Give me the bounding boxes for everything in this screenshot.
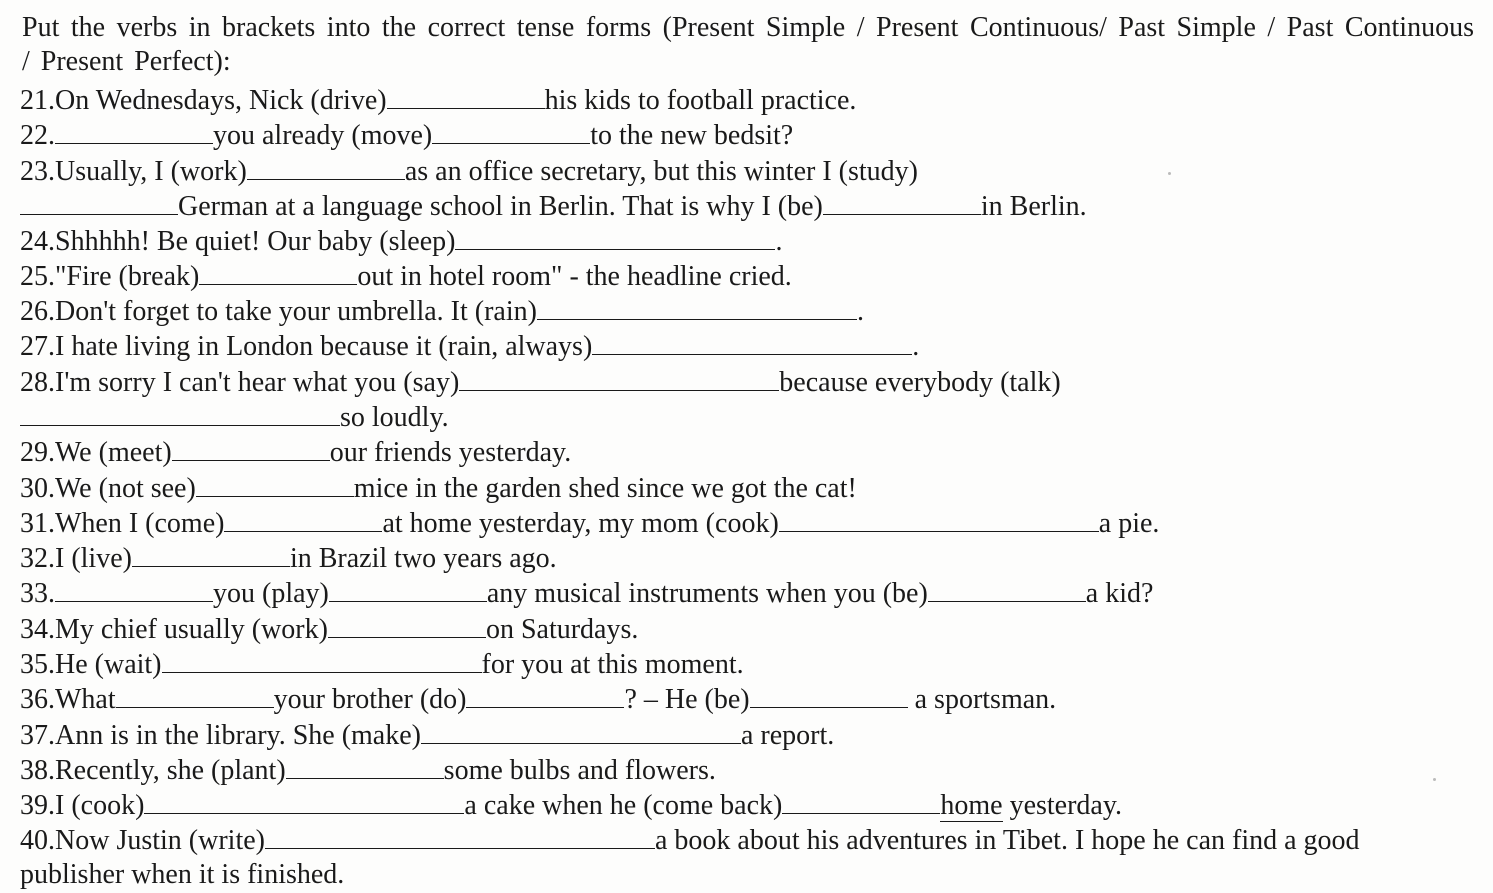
answer-blank-38[interactable]: [286, 754, 444, 779]
exercise-23-mid: as an office secretary, but this winter I (study): [404, 156, 918, 187]
exercise-33: [20, 577, 1153, 611]
exercise-23-rest: in Berlin.: [980, 191, 1087, 222]
answer-blank-26[interactable]: [537, 295, 857, 320]
exercise-39-rest: yesterday.: [1009, 790, 1123, 821]
exercise-35: [20, 648, 744, 682]
exercise-35-rest: for you at this moment.: [481, 649, 744, 680]
exercise-26-end: .: [856, 296, 864, 327]
answer-blank-39b[interactable]: [782, 789, 940, 814]
exercise-30-rest: mice in the garden shed since we got the cat!: [353, 473, 857, 504]
exercise-28-rest: so loudly.: [340, 402, 449, 433]
exercise-38: [20, 754, 716, 788]
answer-blank-23c[interactable]: [823, 190, 981, 215]
exercise-23-cont: [20, 190, 1087, 224]
exercise-29-prompt: 29.We (meet): [20, 437, 172, 468]
answer-blank-25[interactable]: [199, 260, 357, 285]
exercise-32-rest: in Brazil two years ago.: [289, 543, 557, 574]
exercise-34: [20, 613, 638, 647]
exercise-24-prompt: 24.Shhhhh! Be quiet! Our baby (sleep): [20, 226, 456, 257]
exercise-28-prompt: 28.I'm sorry I can't hear what you (say): [20, 367, 460, 398]
exercise-23-prompt: 23.Usually, I (work): [20, 156, 247, 187]
exercise-39-prompt: 39.I (cook): [20, 790, 145, 821]
exercise-25: [20, 260, 792, 294]
instructions-text: Put the verbs in brackets into the correct tense forms (Present Simple / Present Continuous/ Past Simple / Past Continuous / Present Perfect):: [22, 12, 1474, 77]
answer-blank-28a[interactable]: [459, 366, 779, 391]
answer-blank-21[interactable]: [387, 84, 545, 109]
exercise-37: [20, 719, 834, 753]
answer-blank-31b[interactable]: [779, 507, 1099, 532]
answer-blank-30[interactable]: [196, 472, 354, 497]
exercise-26: [20, 295, 864, 329]
exercise-36-prompt: 36.What: [20, 684, 116, 715]
exercise-34-prompt: 34.My chief usually (work): [20, 614, 328, 645]
exercise-33-mid2: any musical instruments when you (be): [486, 578, 928, 609]
answer-blank-40[interactable]: [265, 824, 655, 849]
exercise-30: [20, 472, 857, 506]
exercise-38-prompt: 38.Recently, she (plant): [20, 755, 286, 786]
answer-blank-36a[interactable]: [116, 683, 274, 708]
exercise-40-cont: [20, 858, 344, 892]
exercise-40: [20, 824, 1360, 858]
exercise-22: [20, 119, 793, 153]
exercise-36-mid2: ? – He (be): [624, 684, 750, 715]
exercise-26-prompt: 26.Don't forget to take your umbrella. It (rain): [20, 296, 537, 327]
exercise-39: [20, 789, 1122, 823]
exercise-33-rest: a kid?: [1085, 578, 1154, 609]
exercise-30-prompt: 30.We (not see): [20, 473, 196, 504]
exercise-40-rest: publisher when it is finished.: [20, 859, 345, 890]
exercise-27-end: .: [912, 331, 920, 362]
exercise-38-rest: some bulbs and flowers.: [443, 755, 716, 786]
answer-blank-23a[interactable]: [247, 155, 405, 180]
exercise-31-prompt: 31.When I (come): [20, 508, 225, 539]
exercise-28-mid: because everybody (talk): [779, 367, 1061, 398]
answer-blank-36b[interactable]: [466, 683, 624, 708]
exercise-22-number: 22.: [20, 120, 55, 151]
answer-blank-35[interactable]: [162, 648, 482, 673]
answer-blank-29[interactable]: [172, 436, 330, 461]
exercise-40-mid: a book about his adventures in Tibet. I hope he can find a good: [654, 825, 1360, 856]
exercise-40-prompt: 40.Now Justin (write): [20, 825, 265, 856]
exercise-24: [20, 225, 782, 259]
exercise-39-mid: a cake when he (come back): [464, 790, 783, 821]
exercise-32-prompt: 32.I (live): [20, 543, 132, 574]
exercise-27: [20, 330, 919, 364]
answer-blank-33a[interactable]: [55, 577, 213, 602]
answer-blank-33b[interactable]: [329, 577, 487, 602]
answer-blank-28b[interactable]: [20, 401, 340, 426]
exercise-37-prompt: 37.Ann is in the library. She (make): [20, 720, 421, 751]
exercise-31-rest: a pie.: [1098, 508, 1160, 539]
answer-blank-33c[interactable]: [928, 577, 1086, 602]
exercise-21: [20, 84, 856, 118]
answer-blank-39a[interactable]: [144, 789, 464, 814]
answer-blank-22b[interactable]: [432, 119, 590, 144]
exercise-33-number: 33.: [20, 578, 55, 609]
exercise-25-rest: out in hotel room" - the headline cried.: [357, 261, 792, 292]
exercise-36: [20, 683, 1056, 717]
exercise-22-rest: to the new bedsit?: [590, 120, 794, 151]
answer-blank-31a[interactable]: [224, 507, 382, 532]
exercise-22-mid: you already (move): [213, 120, 433, 151]
exercise-35-prompt: 35.He (wait): [20, 649, 162, 680]
exercise-29: [20, 436, 571, 470]
exercise-32: [20, 542, 557, 576]
scan-speck: [1168, 172, 1171, 175]
exercise-31: [20, 507, 1159, 541]
answer-blank-36c[interactable]: [750, 683, 908, 708]
answer-blank-24[interactable]: [455, 225, 775, 250]
exercise-25-prompt: 25."Fire (break): [20, 261, 200, 292]
exercise-33-mid: you (play): [213, 578, 329, 609]
exercise-39-home: home: [940, 790, 1003, 821]
exercise-21-prompt: 21.On Wednesdays, Nick (drive): [20, 85, 387, 116]
answer-blank-22a[interactable]: [55, 119, 213, 144]
exercise-28-cont: [20, 401, 449, 435]
exercise-27-prompt: 27.I hate living in London because it (rain, always): [20, 331, 593, 362]
exercise-21-rest: his kids to football practice.: [544, 85, 857, 116]
answer-blank-23b[interactable]: [20, 190, 178, 215]
exercise-31-mid: at home yesterday, my mom (cook): [382, 508, 779, 539]
exercise-28: [20, 366, 1061, 400]
exercise-37-rest: a report.: [740, 720, 835, 751]
answer-blank-27[interactable]: [592, 330, 912, 355]
exercise-23-mid2: German at a language school in Berlin. That is why I (be): [178, 191, 823, 222]
exercise-29-rest: our friends yesterday.: [329, 437, 572, 468]
scan-speck: [1433, 778, 1436, 781]
exercise-24-end: .: [775, 226, 783, 257]
exercise-23: [20, 155, 918, 189]
exercise-36-mid: your brother (do): [273, 684, 467, 715]
answer-blank-34[interactable]: [328, 613, 486, 638]
exercise-34-rest: on Saturdays.: [485, 614, 639, 645]
exercise-36-rest: a sportsman.: [914, 684, 1057, 715]
answer-blank-37[interactable]: [421, 719, 741, 744]
answer-blank-32[interactable]: [132, 542, 290, 567]
